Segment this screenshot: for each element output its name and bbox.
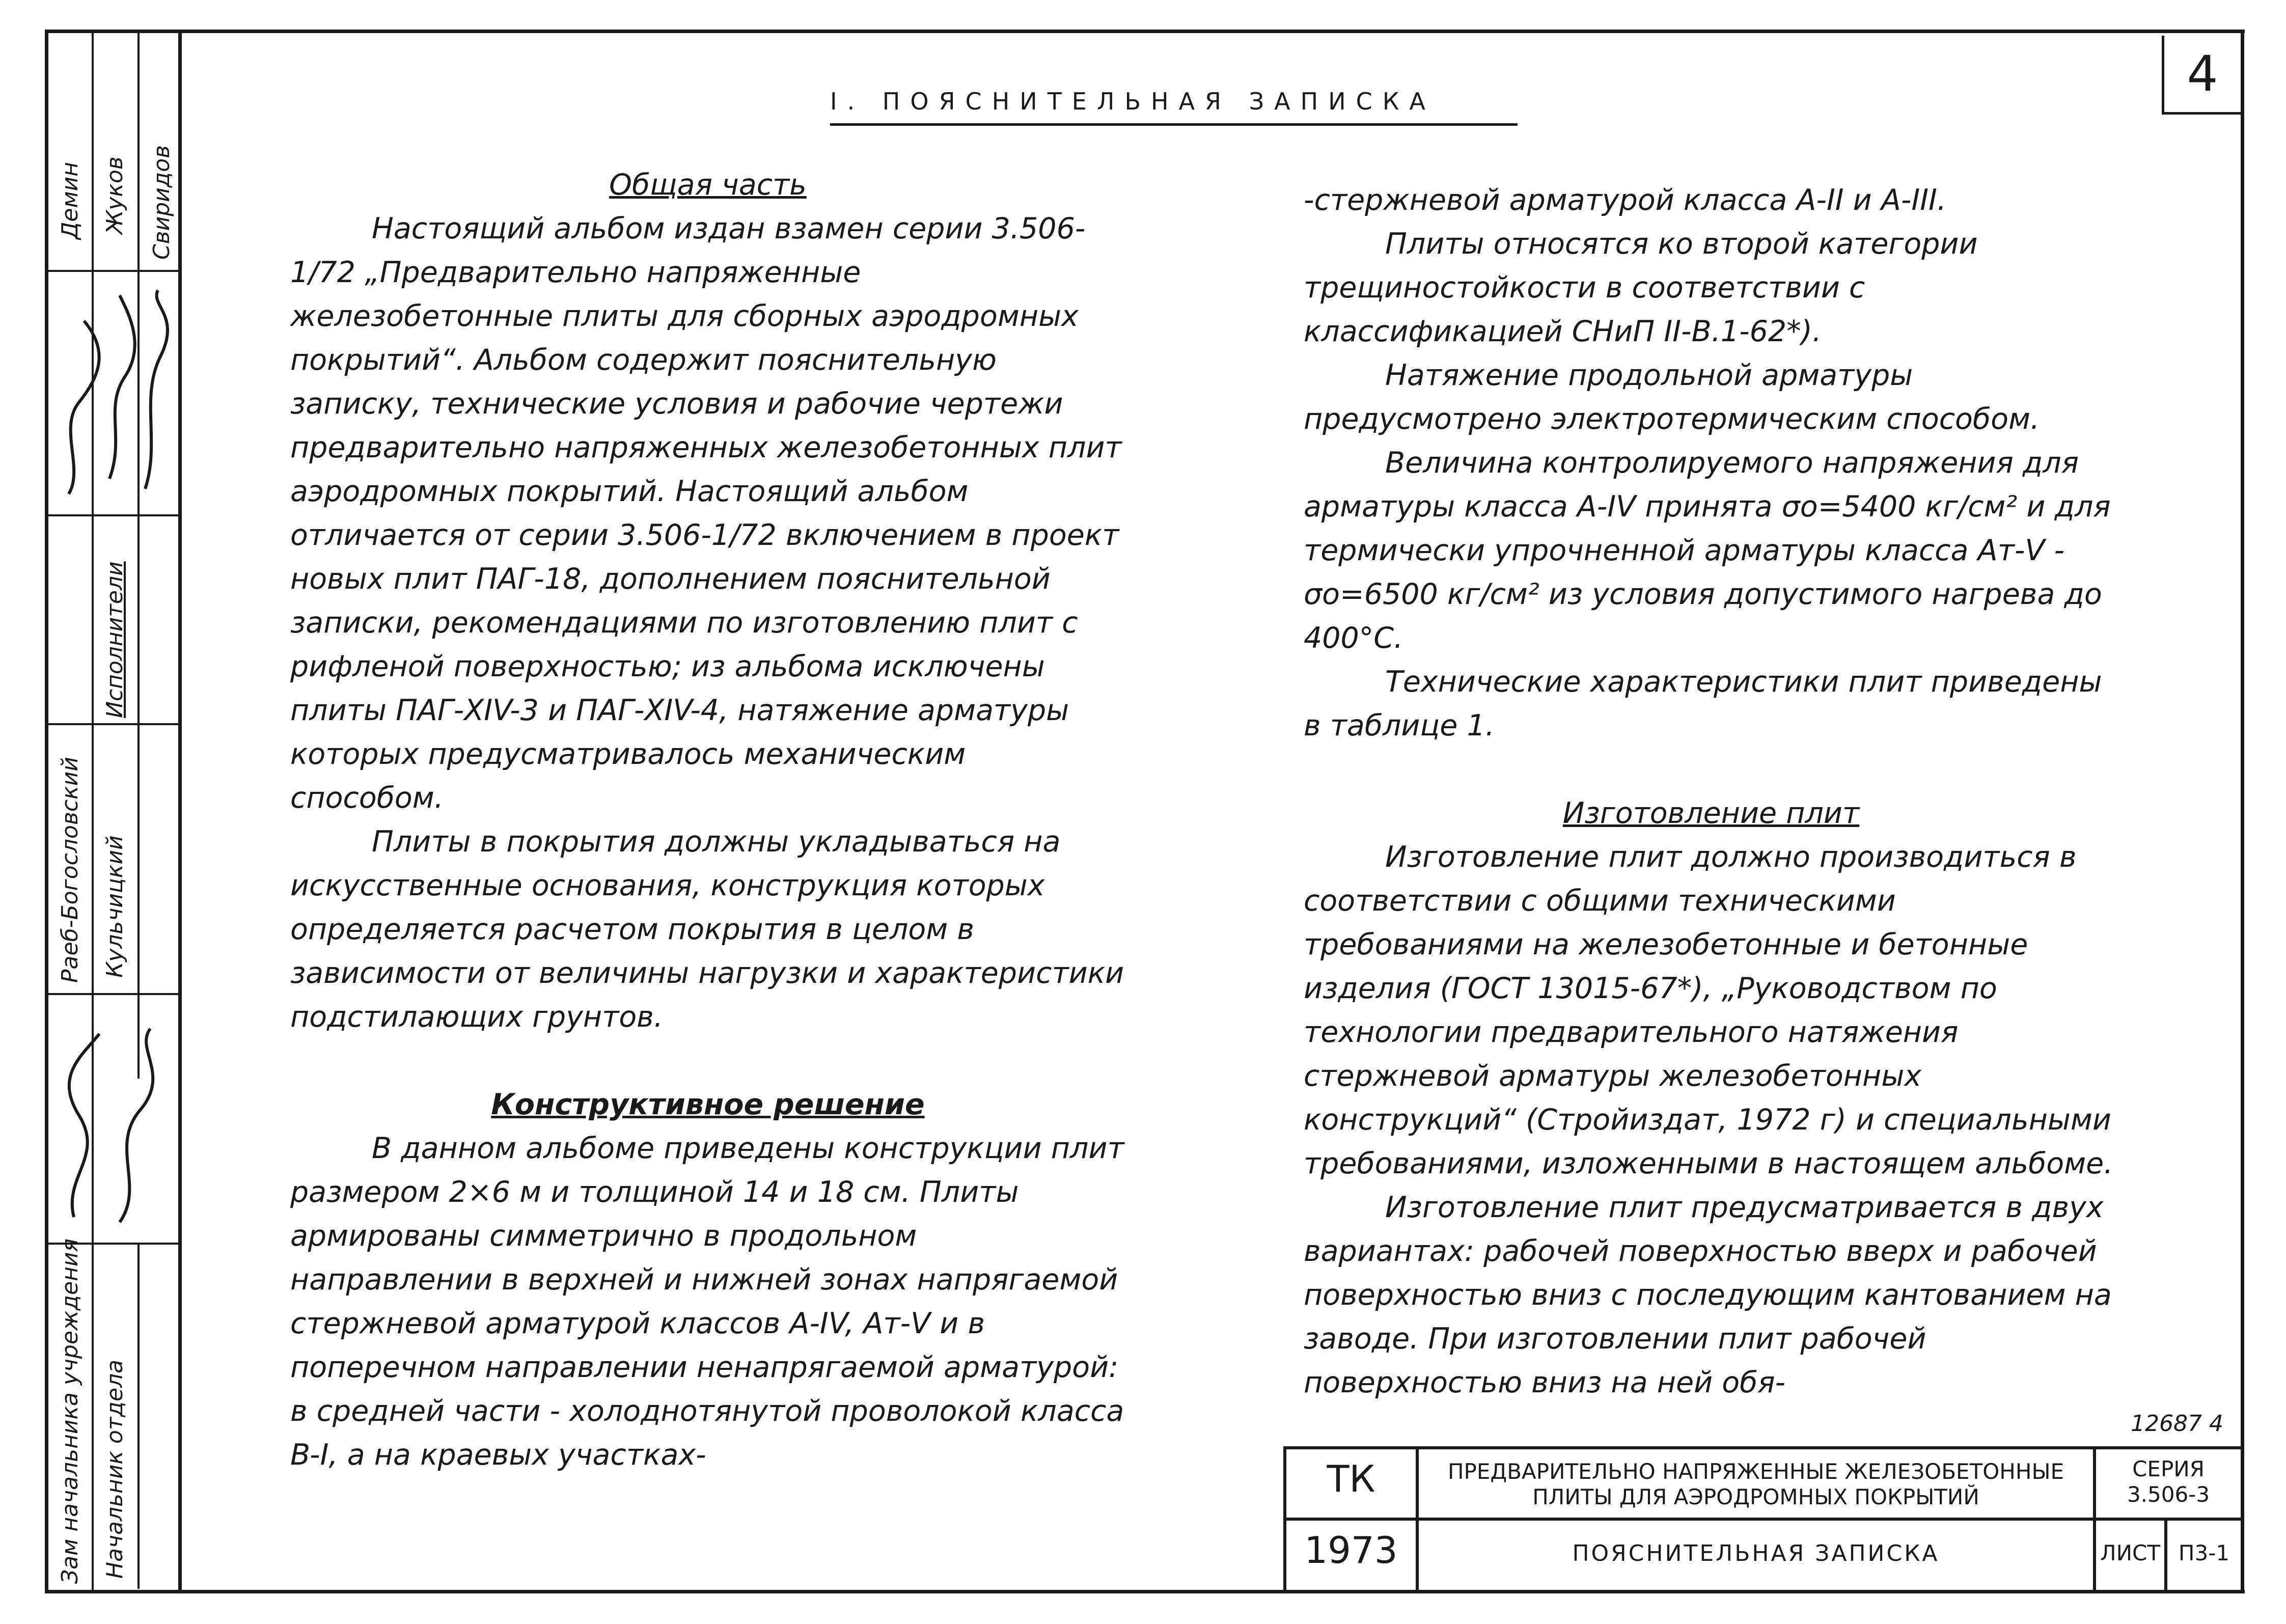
title-block-top	[1283, 1446, 2243, 1449]
stamp-name-demin: Демин	[57, 161, 83, 239]
title-block-title-line1: ПРЕДВАРИТЕЛЬНО НАПРЯЖЕННЫЕ ЖЕЛЕЗОБЕТОННЫЕ	[1447, 1459, 2064, 1484]
title-block-mid	[1283, 1518, 2243, 1521]
document-title: I. ПОЯСНИТЕЛЬНАЯ ЗАПИСКА	[830, 88, 1518, 126]
general-paragraph-1: Настоящий альбом издан взамен серии 3.506-1/72 „Предварительно напряженные железобетонные плиты для сборных аэродромных покрытий“. Альбом содержит пояснительную записку, технические условия и рабочие чертежи предварительно напряженных железобетонных плит аэродромных покрытий. Настоящий альбом отличается от серии 3.506-1/72 включением в проект новых плит ПАГ-18, дополнением пояснительной записки, рекомендациями по изготовлению плит с рифленой поверхностью; из альбома исключены плиты ПАГ-XIV-3 и ПАГ-XIV-4, натяжение арматуры которых предусматривалось механическим способом.	[290, 212, 1122, 815]
title-block-sheet-label: ЛИСТ	[2100, 1540, 2160, 1565]
stamp-group-executors: Исполнители	[102, 561, 128, 718]
stamp-name-zhukov: Жуков	[102, 156, 128, 234]
manufacture-paragraph-1: Изготовление плит должно производиться в соответствии с общими техническими требованиями на железобетонные и бетонные изделия (ГОСТ 13015-67*), „Руководством по технологии предварительного натяжения стержневой арматуры железобетонных конструкций“ (Стройиздат, 1972 г) и специальными требованиями, изложенными в настоящем альбоме.	[1304, 840, 2113, 1180]
heading-general: Общая часть	[609, 168, 807, 202]
general-paragraph-2: Плиты в покрытия должны укладываться на искусственные основания, конструкция которых определяется расчетом покрытия в целом в зависимости от величины нагрузки и характеристики подстилающих грунтов.	[290, 825, 1124, 1034]
frame-left-inner	[178, 30, 182, 1593]
heading-design: Конструктивное решение	[491, 1088, 925, 1121]
right-column	[1304, 178, 2118, 1405]
right-paragraph-2: Натяжение продольной арматуры предусмотрено электротермическим способом.	[1304, 359, 2040, 436]
stamp-divider-v2	[137, 30, 140, 1079]
frame-left-outer	[45, 30, 48, 1593]
right-paragraph-1: Плиты относятся ко второй категории трещиностойкости в соответствии с классификацией СНиП II-В.1-62*).	[1304, 227, 1978, 348]
stamp-divider-h3	[45, 723, 180, 725]
stamp-divider-h4	[45, 993, 180, 995]
stamp-name-raeb: Раеб-Богословский	[57, 757, 83, 983]
frame-top	[45, 30, 2245, 33]
title-block-sheet-value: П3-1	[2178, 1540, 2230, 1565]
title-block-section: ПОЯСНИТЕЛЬНАЯ ЗАПИСКА	[1572, 1540, 1940, 1566]
heading-manufacture: Изготовление плит	[1562, 796, 1860, 830]
frame-right	[2241, 30, 2244, 1593]
frame-bottom	[45, 1590, 2245, 1593]
title-block-year: 1973	[1304, 1529, 1398, 1572]
stamp-divider-v1	[92, 30, 94, 1593]
signature-top	[48, 275, 176, 509]
signature-bottom	[48, 1003, 176, 1237]
stamp-divider-v3	[137, 1243, 140, 1589]
page-number: 4	[2162, 36, 2241, 115]
left-column	[290, 163, 1125, 1477]
stamp-role-deputy: Зам начальника учреждения	[57, 1238, 83, 1584]
manufacture-paragraph-2: Изготовление плит предусматривается в двух вариантах: рабочей поверхностью вверх и рабочей поверхностью вниз с последующим кантованием на заводе. При изготовлении плит рабочей поверхностью вниз на ней обя-	[1304, 1191, 2112, 1399]
title-block-code: ТК	[1327, 1457, 1375, 1500]
inventory-number: 12687 4	[2131, 1411, 2223, 1437]
title-block-series-label: СЕРИЯ	[2132, 1456, 2205, 1481]
right-paragraph-3: Величина контролируемого напряжения для арматуры класса A-IV принята σо=5400 кг/см² и для термически упрочненной арматуры класса Aт-V - σо=6500 кг/см² из условия допустимого нагрева до 400°С.	[1304, 446, 2111, 655]
design-paragraph: В данном альбоме приведены конструкции плит размером 2×6 м и толщиной 14 и 18 см. Плиты армированы симметрично в продольном направлении в верхней и нижней зонах напрягаемой стержневой арматурой классов A-IV, Aт-V и в поперечном направлении ненапрягаемой арматурой: в средней части - холоднотянутой проволокой класса B-I, а на краевых участках-	[290, 1132, 1124, 1472]
stamp-role-head: Начальник отдела	[102, 1359, 128, 1579]
title-block-title-line2: ПЛИТЫ ДЛЯ АЭРОДРОМНЫХ ПОКРЫТИЙ	[1532, 1484, 1979, 1509]
right-paragraph-4: Технические характеристики плит приведены в таблице 1.	[1304, 665, 2102, 742]
stamp-divider-h2	[45, 514, 180, 516]
stamp-name-kulchitsky: Кульчицкий	[102, 835, 128, 978]
stamp-name-sviridov: Свиридов	[149, 145, 175, 260]
title-block-series-value: 3.506-3	[2127, 1482, 2210, 1507]
continuation-text: -стержневой арматурой класса A-II и A-III.	[1304, 183, 1946, 217]
stamp-divider-h1	[45, 270, 180, 272]
